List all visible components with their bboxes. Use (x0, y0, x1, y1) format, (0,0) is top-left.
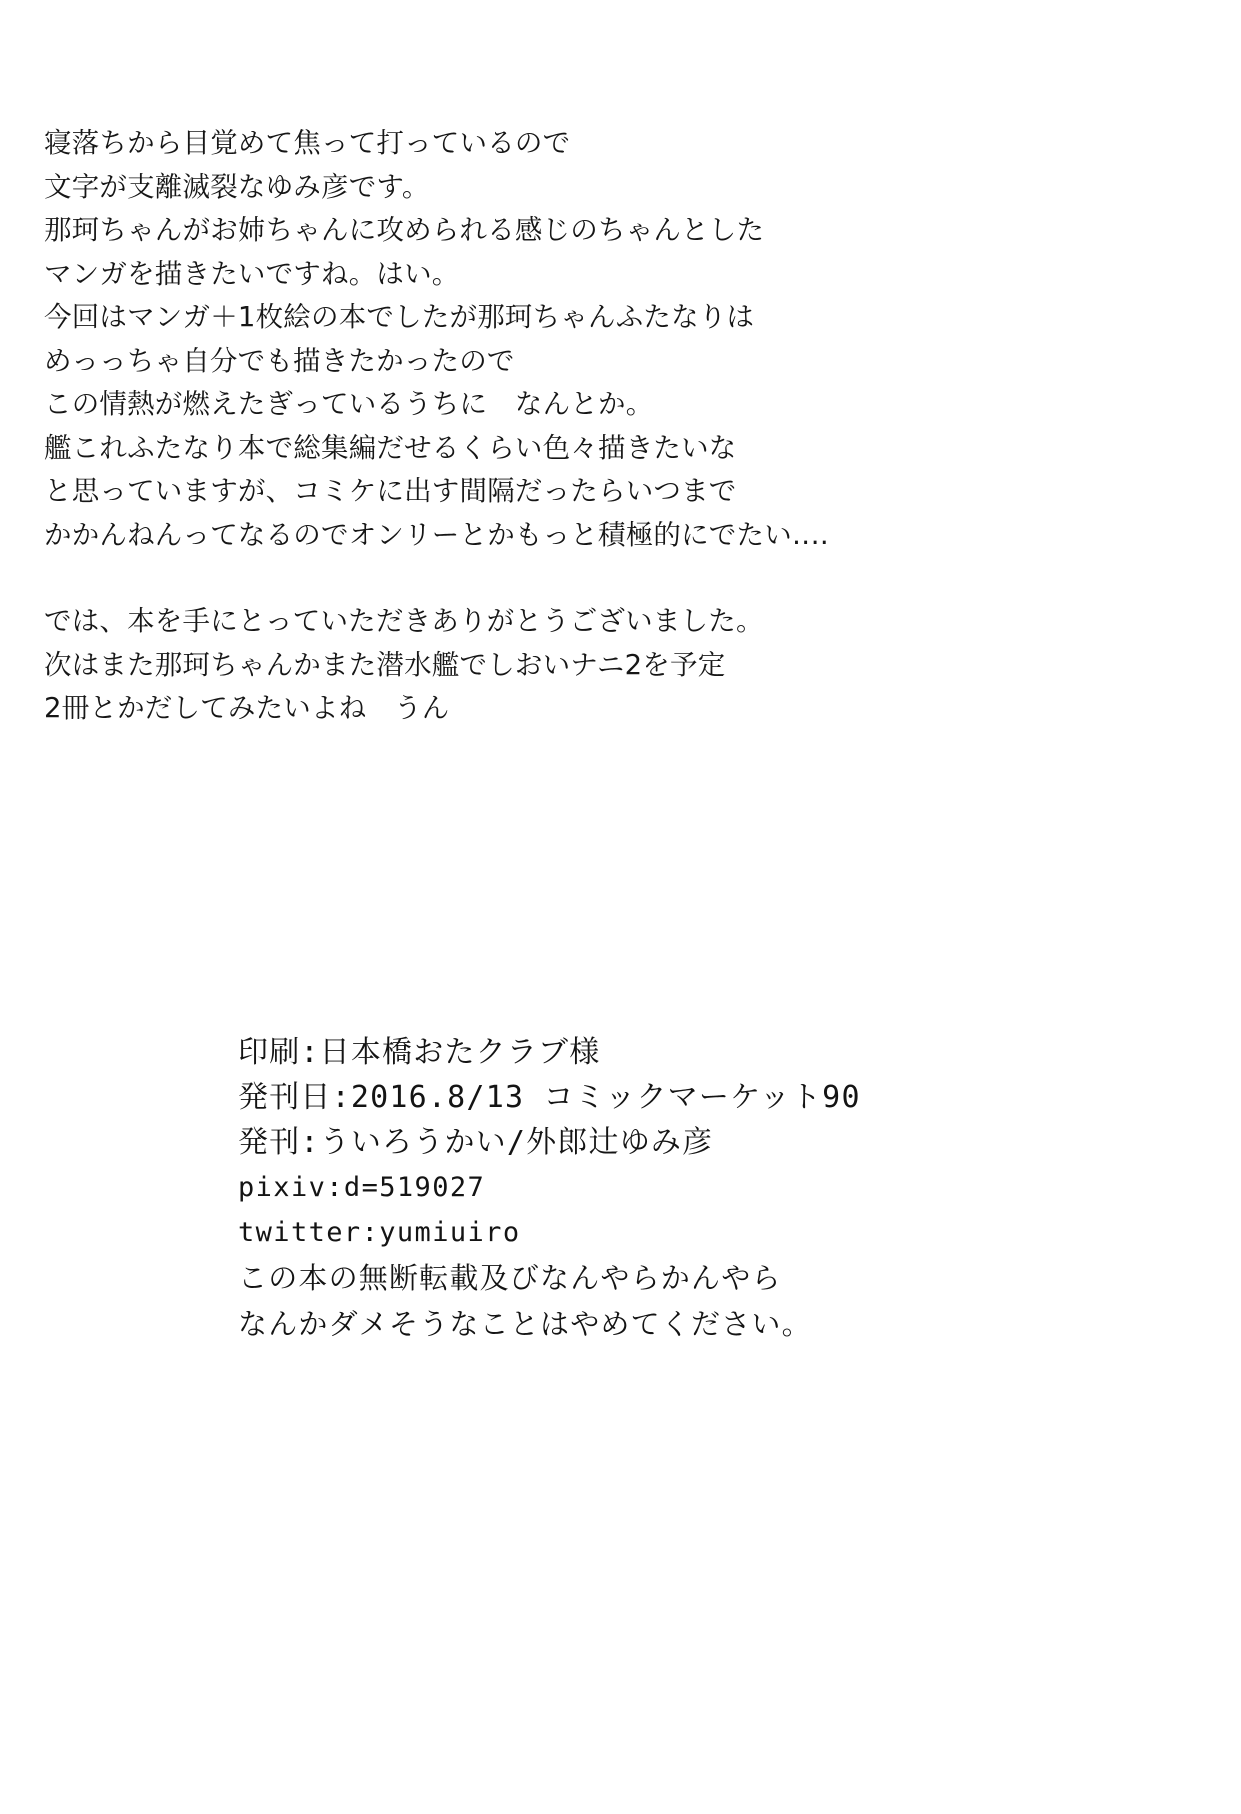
afterword-closing-line: 次はまた那珂ちゃんかまた潜水艦でしおいナニ2を予定 (44, 648, 726, 681)
colophon-publisher: 発刊:ういろうかい/外郎辻ゆみ彦 (238, 1125, 714, 1160)
colophon-notice-line-1: この本の無断転載及びなんやらかんやら (238, 1261, 782, 1295)
afterword-line: この情熱が燃えたぎっているうちに なんとか。 (44, 388, 654, 420)
paragraph-spacer (44, 557, 1164, 600)
colophon-pixiv: pixiv:d=519027 (238, 1172, 486, 1203)
afterword-line: 文字が支離滅裂なゆみ彦です。 (44, 170, 430, 203)
colophon-twitter: twitter:yumiuiro (238, 1217, 521, 1248)
afterword-line: マンガを描きたいですね。はい。 (44, 257, 460, 290)
afterword-line: と思っていますが、コミケに出す間隔だったらいつまで (44, 475, 737, 507)
afterword-closing-line: では、本を手にとっていただきありがとうございました。 (44, 605, 764, 637)
colophon-notice-line-2: なんかダメそうなことはやめてください。 (238, 1307, 812, 1341)
afterword-line: かかんねんってなるのでオンリーとかもっと積極的にでたい‥‥ (44, 518, 830, 551)
afterword-line: 那珂ちゃんがお姉ちゃんに攻められる感じのちゃんとした (44, 214, 765, 246)
afterword-section (44, 122, 1164, 731)
colophon-section (238, 1030, 1198, 1347)
afterword-line: 寝落ちから目覚めて焦って打っているので (44, 127, 571, 159)
afterword-line: めっっちゃ自分でも描きたかったので (44, 344, 515, 377)
afterword-line: 今回はマンガ＋1枚絵の本でしたが那珂ちゃんふたなりは (44, 301, 755, 333)
colophon-printer: 印刷:日本橋おたクラブ様 (238, 1035, 601, 1070)
afterword-closing-line: 2冊とかだしてみたいよね うん (44, 692, 450, 724)
colophon-publish-date: 発刊日:2016.8/13 コミックマーケット90 (238, 1080, 861, 1115)
afterword-line: 艦これふたなり本で総集編だせるくらい色々描きたいな (44, 431, 737, 464)
